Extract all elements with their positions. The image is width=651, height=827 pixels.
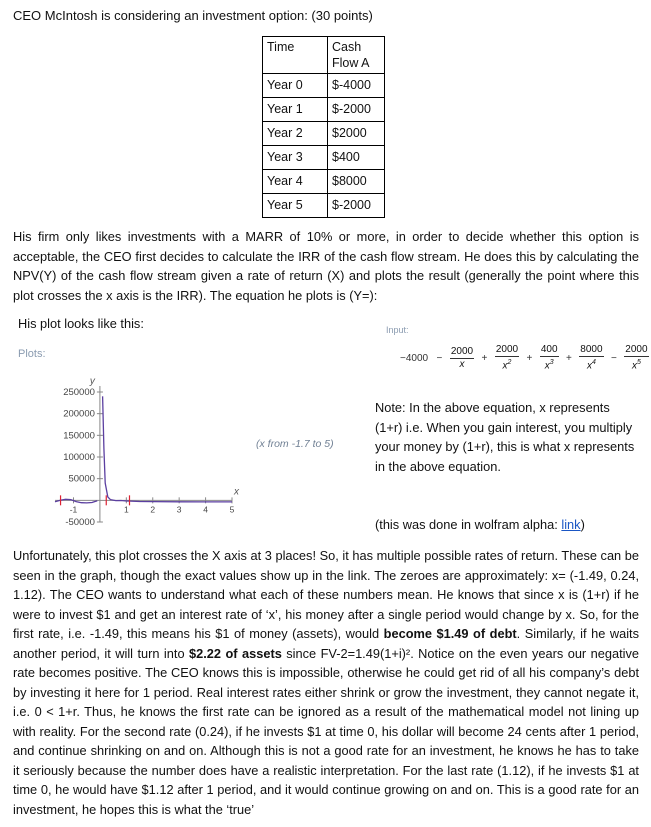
eq-sign: − [436,352,443,364]
table-row [263,98,385,122]
time-cell: Year 2 [263,122,328,146]
wolfram-reference [375,517,585,532]
cash-cell: $-2000 [328,194,385,218]
table-row [263,194,385,218]
table-row [263,170,385,194]
cash-cell: $8000 [328,170,385,194]
roots-paragraph: Unfortunately, this plot crosses the X axis at 3 places! So, it has multiple possible rates of return. These can be seen in the graph, though the exact values show up in the link. The zeroes are approximately: x= (-1.49, 0.24, 1.12). The CEO wants to understand what each of these numbers mean. He knows that since x is (1+r) if he were to invest $1 and get an interest rate of ‘x’, his money after a single period would change by x. So, for the first rate, i.e. -1.49, this means his $1 of money (assets), would become $1.49 of debt. Similarly, if he waits another period, it will turn into $2.22 of assets since FV-2=1.49(1+i)². Notice on the even years our negative rate becomes positive. The CEO knows this is impossible, otherwise he could get rid of all his company’s debt by investing it here for 1 period. Real interest rates either shrink or grow the investment, they cannot negate it, i.e. 0 < 1+r. Thus, he knows the first rate can be ignored as a result of the mathematical model not lining up with reality. For the second rate (0.24), if he invests $1 at time 0, his dollar will become 24 cents after 1 period, and continue shrinking on and on. Although this is not a good rate for an investment, he knows he has to take it seriously because the number does have a realistic interpretation. For the last rate (1.12), if he invests $1 at time 0, he would have $1.12 after 1 period, and it would continue growing on and on. This is a good rate for an investment, he hopes this is what the ‘true’ [13,548,640,817]
npv-plot [0,370,250,530]
question-heading: CEO McIntosh is considering an investment option: (30 points) [13,8,373,23]
cash-header-line2: Flow A [332,56,370,70]
time-cell: Year 1 [263,98,328,122]
wolfram-reference-text: (this was done in wolfram alpha: [375,517,562,532]
plot-intro: His plot looks like this: [18,316,144,331]
npv-equation [398,344,650,372]
cash-flow-header [328,37,385,74]
x-tick-label: 2 [150,504,156,515]
y-axis-label: y [89,376,95,387]
eq-sign: − [610,352,617,364]
eq-term: $\frac{400}{x^3}$ [540,344,558,372]
eq-term: $\frac{8000}{x^4}$ [580,344,603,372]
table-row [263,74,385,98]
table-row [263,146,385,170]
eq-term: $\frac{2000}{x^5}$ [625,344,648,372]
cash-cell: $400 [328,146,385,170]
x-tick-label: 3 [176,504,182,515]
table-header-row [263,37,385,74]
cash-cell: $2000 [328,122,385,146]
y-tick-label: 50000 [68,473,95,485]
cash-header-line1: Cash [332,40,362,54]
time-cell: Year 4 [263,170,328,194]
eq-term: $\frac{2000}{x^2}$ [495,344,519,372]
x-tick-label: -1 [69,504,78,515]
y-tick-label: 250000 [63,387,95,398]
wolfram-reference-end: ) [580,517,585,532]
wolfram-input-label: Input: [386,325,409,335]
debt-emphasis: become $1.49 of debt [383,626,517,641]
wolfram-link[interactable]: link [561,517,581,532]
y-tick-label: -50000 [65,517,95,528]
assets-emphasis: $2.22 of assets [189,645,282,661]
eq-sign: + [565,352,572,364]
time-header: Time [263,37,328,74]
y-tick-label: 150000 [63,430,95,442]
eq-constant: −4000 [400,352,429,364]
y-tick-label: 100000 [63,452,95,463]
x-axis-label: x [234,486,239,498]
x-tick-label: 5 [229,504,235,515]
cash-cell: $-2000 [328,98,385,122]
x-tick-label: 1 [123,504,129,515]
table-row [263,122,385,146]
cash-cell: $-4000 [328,74,385,98]
time-cell: Year 5 [263,194,328,218]
eq-term: $\frac{2000}{x}$ [450,345,474,370]
wolfram-plots-label: Plots: [18,348,46,360]
time-cell: Year 0 [263,74,328,98]
time-cell: Year 3 [263,146,328,170]
cash-flow-table [262,36,385,218]
npv-curve-segment [103,396,232,502]
marr-paragraph: His firm only likes investments with a MARR of 10% or more, in order to decide whether this option is acceptable, the CEO first decides to calculate the IRR of the cash flow stream. He does this by calculating the NPV(Y) of the cash flow stream given a rate of return (X) and plots the result (generally the point where this plot crosses the x axis is the IRR). The equation he plots is (Y=): [13,229,639,303]
eq-sign: + [526,352,533,364]
equation-note: Note: In the above equation, x represents (1+r) i.e. When you gain interest, you multiply your money by (1+r), this is what x represents in the above equation. [375,400,635,474]
y-tick-label: 200000 [63,408,95,420]
eq-sign: + [481,352,488,364]
plot-range-note: (x from -1.7 to 5) [256,438,334,450]
x-tick-label: 4 [203,504,208,515]
